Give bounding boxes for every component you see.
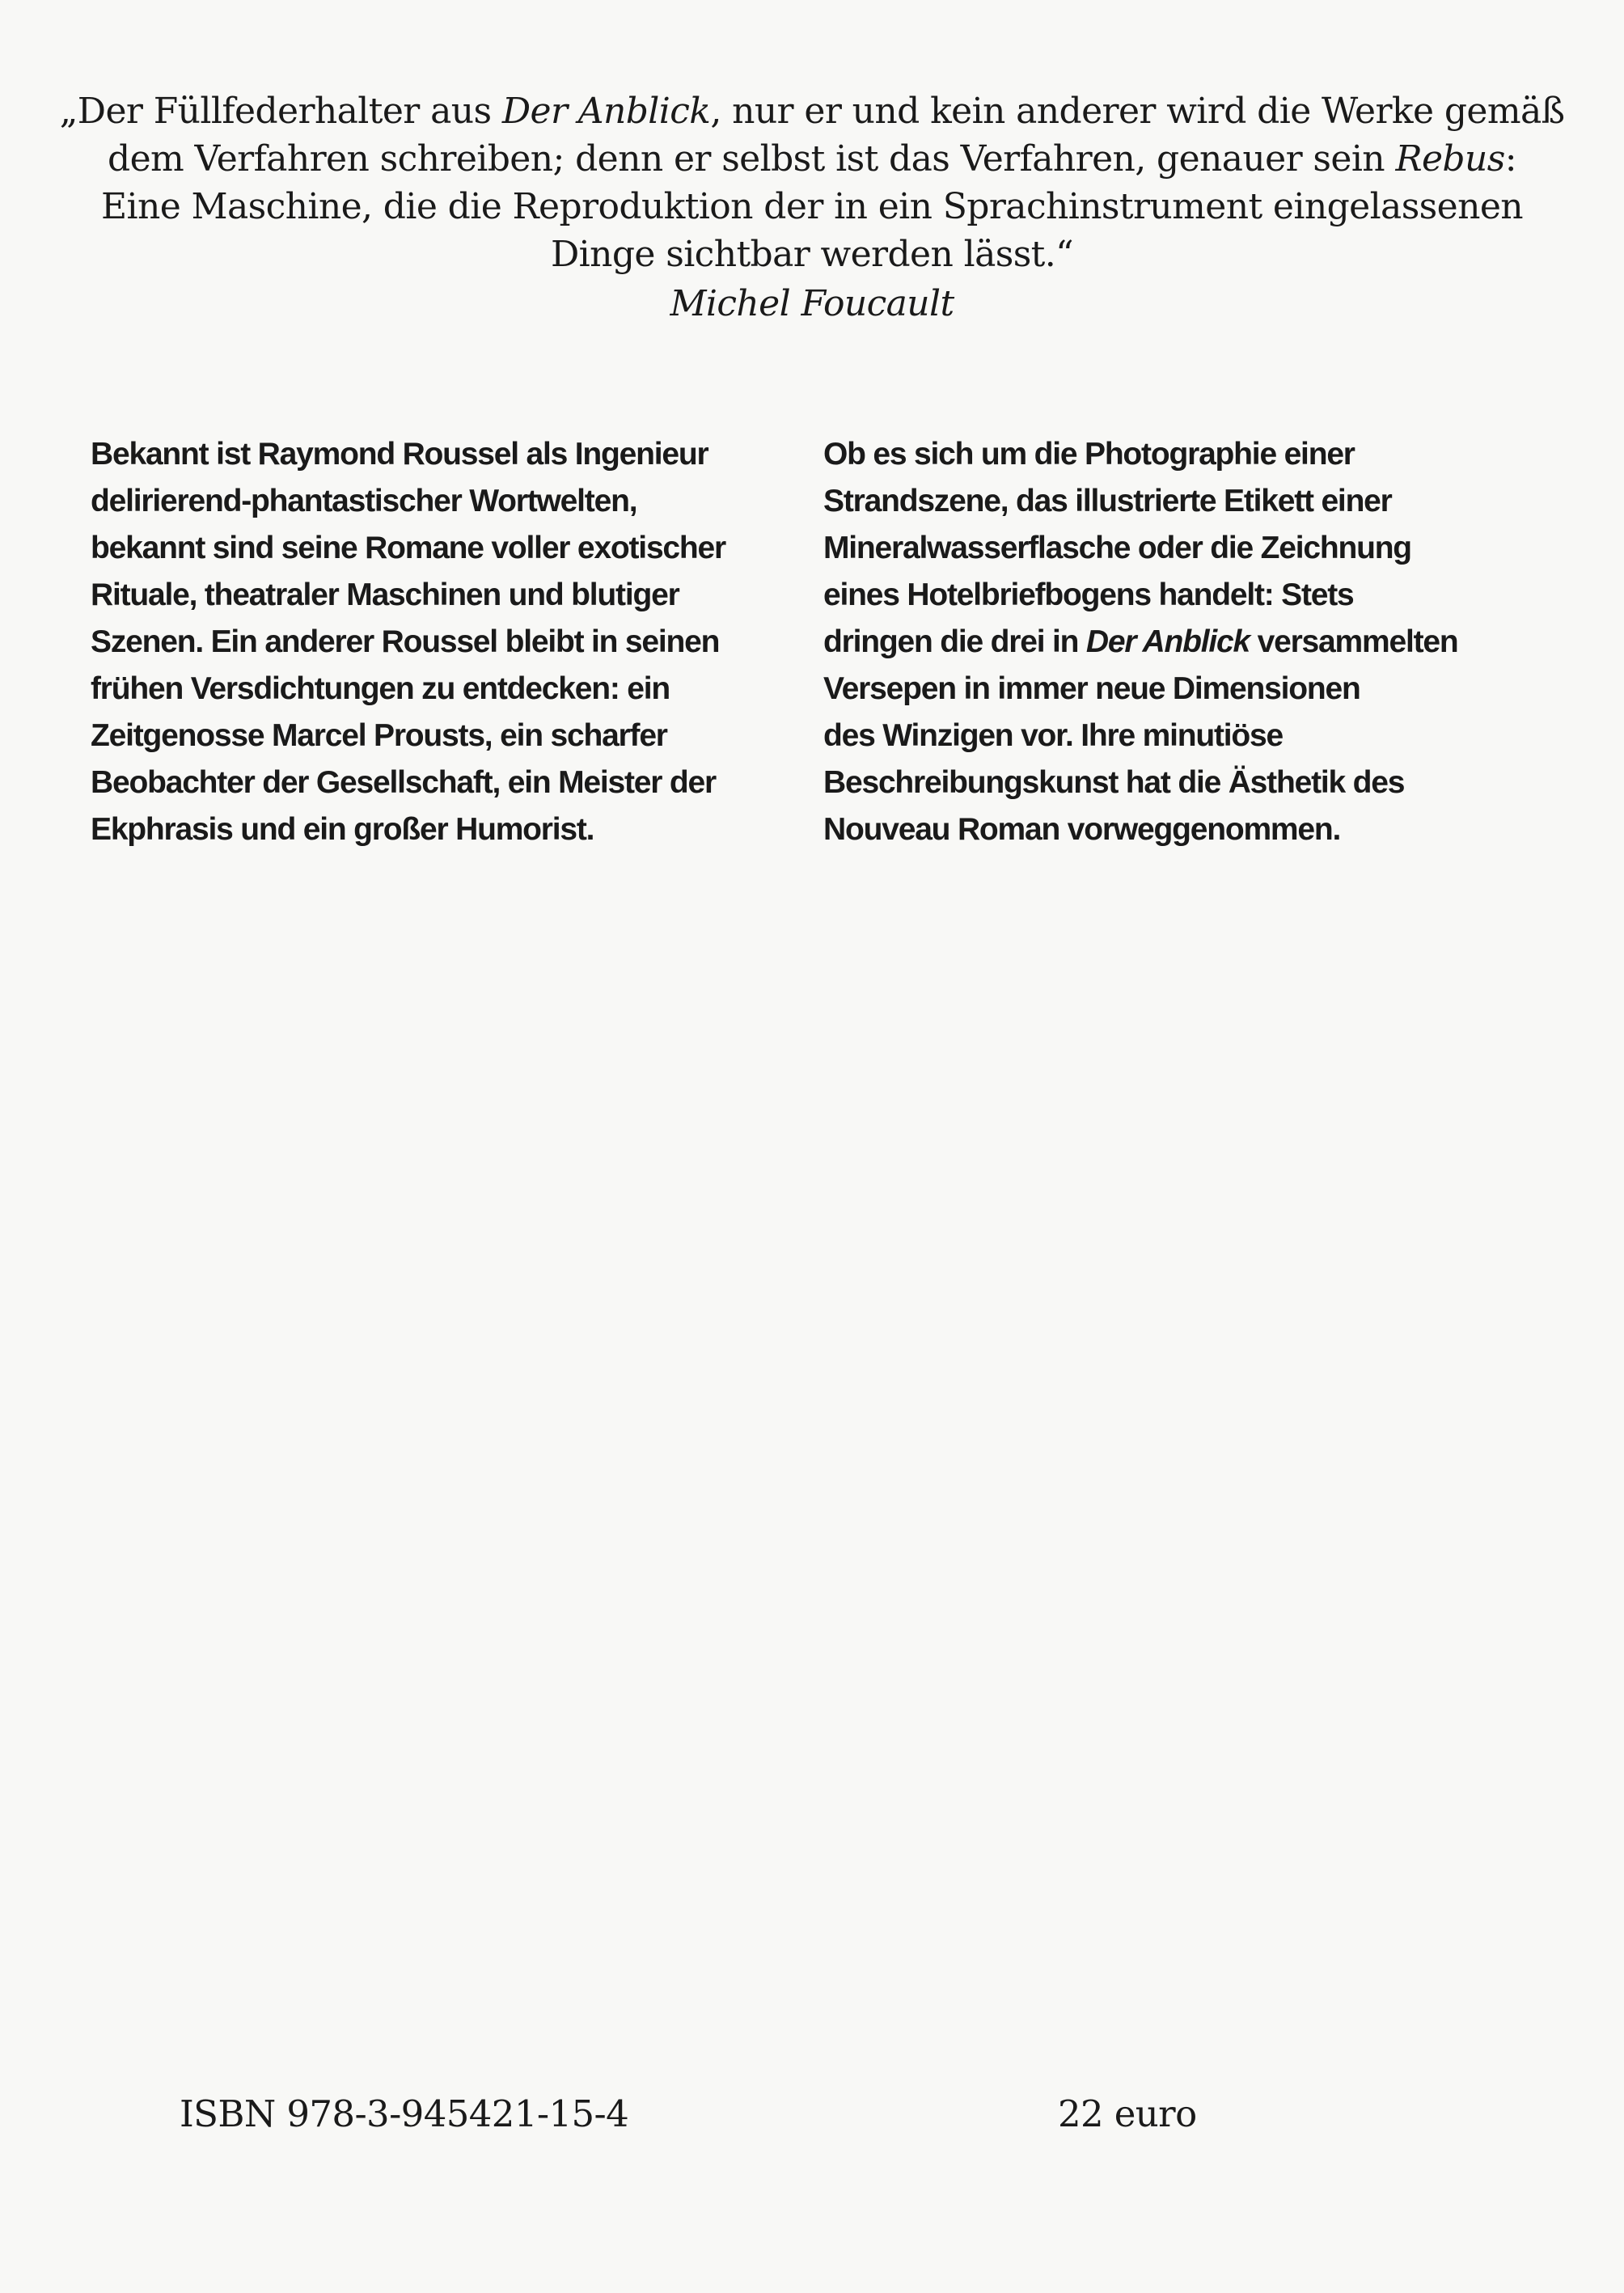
blurb-line: Bekannt ist Raymond Roussel als Ingenieur	[91, 437, 708, 472]
blurb-line: Rituale, theatraler Maschinen und blutiger	[91, 577, 679, 612]
blurb-line: Beschreibungskunst hat die Ästhetik des	[823, 765, 1405, 800]
blurb-line: Strandszene, das illustrierte Etikett einer	[823, 484, 1392, 518]
blurb-line: Zeitgenosse Marcel Prousts, ein scharfer	[91, 718, 667, 753]
blurb-line: Ekphrasis und ein großer Humorist.	[91, 812, 594, 847]
blurb-line: Szenen. Ein anderer Roussel bleibt in seinen	[91, 624, 720, 659]
blurb-left-column	[91, 431, 786, 853]
blurb-line: des Winzigen vor. Ihre minutiöse	[823, 718, 1284, 753]
blurb-line: Ob es sich um die Photographie einer	[823, 437, 1355, 472]
blurb-right-column	[823, 431, 1519, 853]
quote-line-3: Eine Maschine, die die Reproduktion der in ein Sprachinstrument eingelassenen	[100, 186, 1524, 227]
quote-line-4: Dinge sichtbar werden lässt.“	[550, 234, 1074, 275]
isbn-number: ISBN 978-3-945421-15-4	[180, 2092, 629, 2135]
blurb-book-title: Der Anblick	[1085, 624, 1250, 659]
blurb-line: Beobachter der Gesellschaft, ein Meister der	[91, 765, 716, 800]
blurb-line: bekannt sind seine Romane voller exotischer	[91, 531, 726, 565]
blurb-line: eines Hotelbriefbogens handelt: Stets	[823, 577, 1354, 612]
quote-rebus: Rebus	[1395, 138, 1505, 180]
blurb-line: Mineralwasserflasche oder die Zeichnung	[823, 531, 1411, 565]
quote-line-2: dem Verfahren schreiben; denn er selbst ist das Verfahren, genauer sein Rebus:	[108, 138, 1516, 180]
quote-book-title: Der Anblick	[501, 91, 711, 132]
blurb-line: Versepen in immer neue Dimensionen	[823, 671, 1360, 706]
price: 22 euro	[1058, 2092, 1197, 2135]
blurb-line: dringen die drei in Der Anblick versammelten	[823, 624, 1458, 659]
blurb-line: delirierend-phantastischer Wortwelten,	[91, 484, 637, 518]
quote-author: Michel Foucault	[670, 283, 954, 324]
blurb-line: Nouveau Roman vorweggenommen.	[823, 812, 1341, 847]
quote-line-1: „Der Füllfederhalter aus Der Anblick, nur er und kein anderer wird die Werke gemäß	[59, 91, 1565, 132]
epigraph-quote	[49, 87, 1575, 328]
blurb-line: frühen Versdichtungen zu entdecken: ein	[91, 671, 670, 706]
